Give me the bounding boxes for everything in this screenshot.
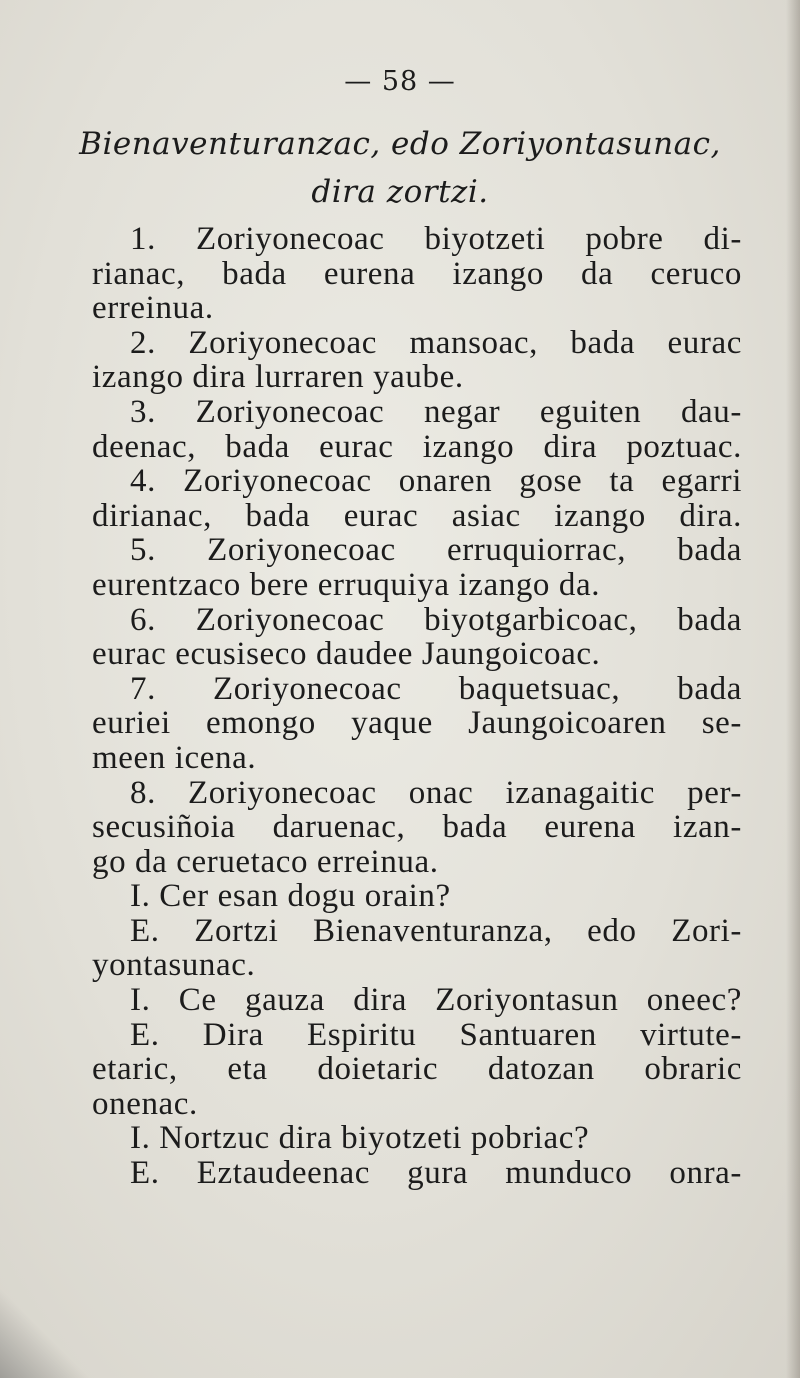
text-line: go da ceruetaco erreinua.	[92, 843, 439, 880]
text-line: 4. Zoriyonecoac onaren gose ta egarri	[130, 463, 742, 500]
text-line: izango dira lurraren yaube.	[92, 359, 464, 396]
heading-line-1: Bienaventuranzac, edo Zoriyontasunac,	[79, 126, 721, 162]
text-line: 5. Zoriyonecoac erruquiorrac, bada	[130, 532, 742, 569]
text-line: 3. Zoriyonecoac negar eguiten dau-	[130, 393, 742, 430]
text-line: eurac ecusiseco daudee Jaungoicoac.	[92, 636, 601, 673]
text-line: deenac, bada eurac izango dira poztuac.	[92, 428, 742, 465]
page-edge-shadow	[786, 0, 800, 1378]
text-line: erreinua.	[92, 290, 214, 327]
text-line: eurentzaco bere erruquiya izango da.	[92, 566, 601, 603]
text-line: 2. Zoriyonecoac mansoac, bada eurac	[130, 324, 742, 361]
text-line: euriei emongo yaque Jaungoicoaren se-	[92, 705, 742, 742]
text-line: 7. Zoriyonecoac baquetsuac, bada	[130, 670, 742, 707]
page-corner-smudge	[0, 1268, 90, 1378]
text-line: 8. Zoriyonecoac onac izanagaitic per-	[130, 774, 742, 811]
text-line: I. Cer esan dogu orain?	[130, 878, 451, 915]
text-line: meen icena.	[92, 739, 257, 776]
text-line: dirianac, bada eurac asiac izango dira.	[92, 497, 742, 534]
text-line: I. Nortzuc dira biyotzeti pobriac?	[130, 1120, 590, 1157]
heading-line-2: dira zortzi.	[311, 174, 489, 210]
section-heading	[60, 120, 740, 216]
text-line: etaric, eta doietaric datozan obraric	[92, 1051, 742, 1088]
text-line: rianac, bada eurena izango da ceruco	[92, 255, 742, 292]
text-line: yontasunac.	[92, 947, 256, 984]
text-line: I. Ce gauza dira Zoriyontasun oneec?	[130, 982, 742, 1019]
text-line: E. Dira Espiritu Santuaren virtute-	[130, 1016, 742, 1053]
text-line: E. Zortzi Bienaventuranza, edo Zori-	[130, 912, 742, 949]
text-line: 1. Zoriyonecoac biyotzeti pobre di-	[130, 221, 742, 257]
page-number: — 58 —	[344, 66, 456, 97]
text-line: 6. Zoriyonecoac biyotgarbicoac, bada	[130, 601, 742, 638]
text-line: E. Eztaudeenac gura munduco onra-	[130, 1155, 742, 1192]
body-text	[92, 222, 742, 1191]
text-line: secusiñoia daruenac, bada eurena izan-	[92, 809, 742, 846]
text-line: onenac.	[92, 1085, 198, 1122]
